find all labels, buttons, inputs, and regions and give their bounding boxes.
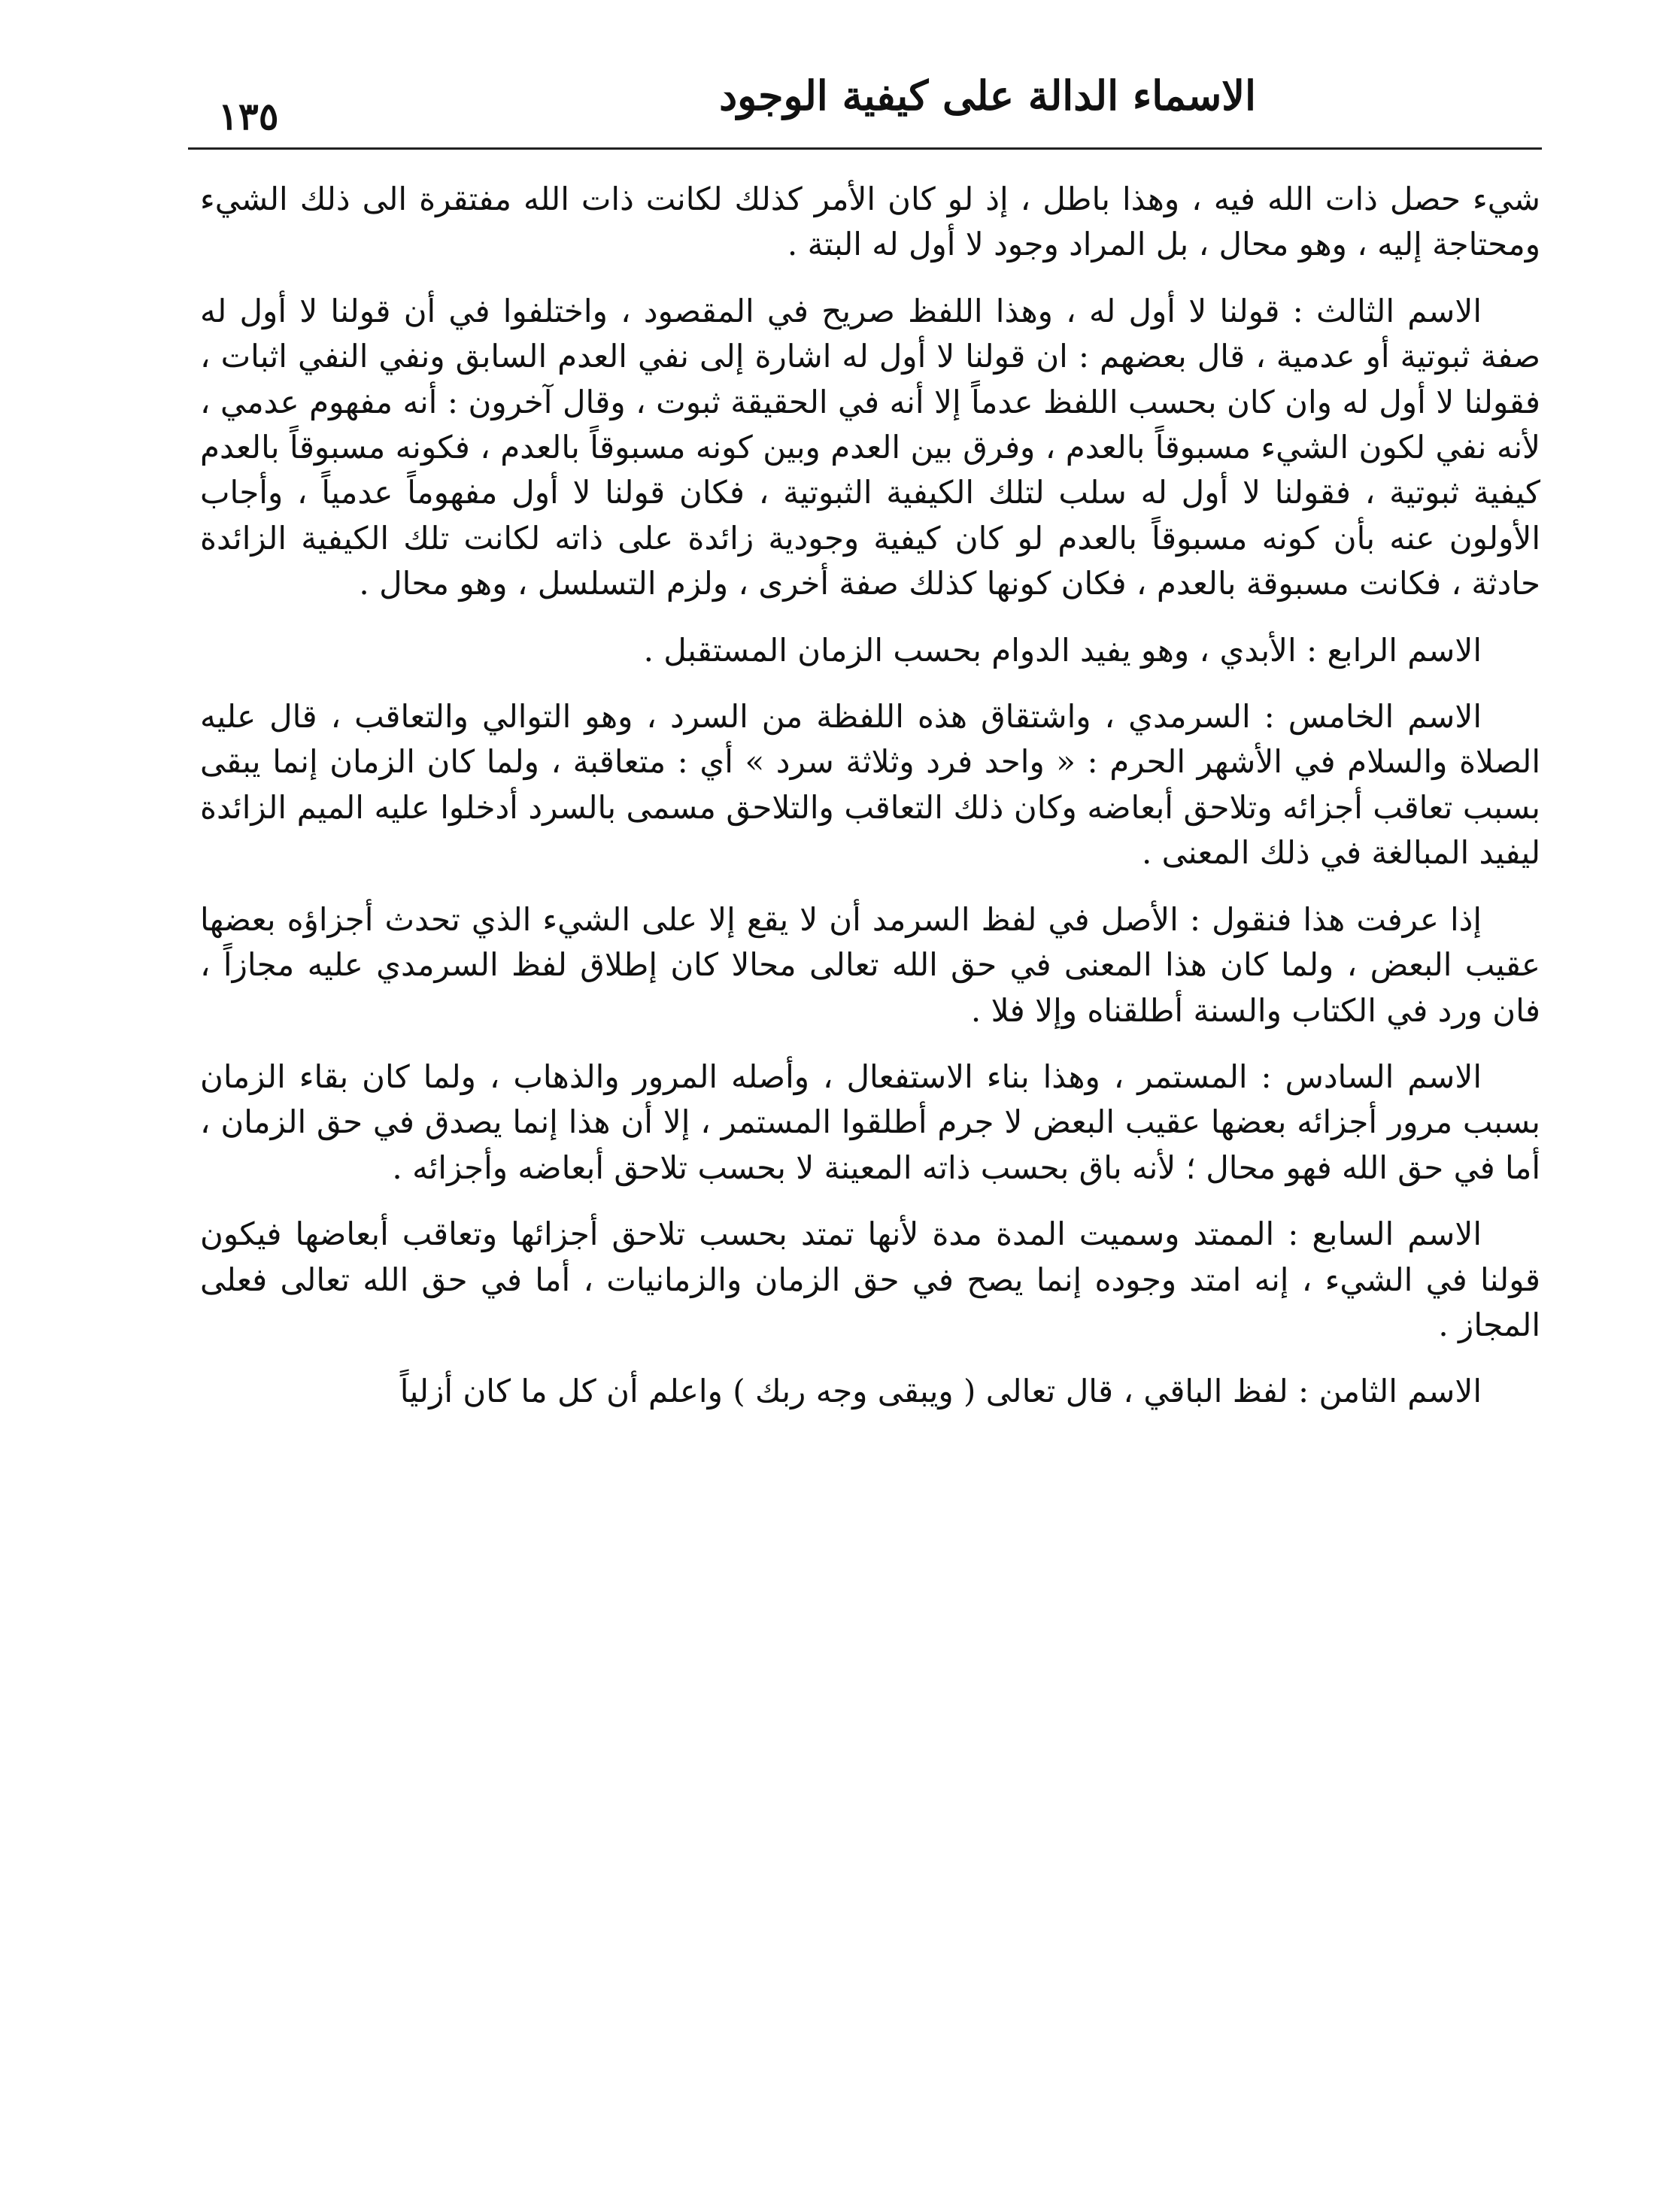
page-header bbox=[188, 71, 1534, 147]
body-text bbox=[200, 177, 1540, 1436]
paragraph-fifth-name: الاسم الخامس : السرمدي ، واشتقاق هذه اللفظة من السرد ، وهو التوالي والتعاقب ، قال عليه الصلاة والسلام في الأشهر الحرم : « واحد فرد وثلاثة سرد » أي : متعاقبة ، ولما كان الزمان إنما يبقى بسبب تعاقب أجزائه وتلاحق أبعاضه وكان ذلك التعاقب والتلاحق مسمى بالسرد أدخلوا عليه الميم الزائدة ليفيد المبالغة في ذلك المعنى . bbox=[200, 698, 1540, 872]
paragraph-third-name: الاسم الثالث : قولنا لا أول له ، وهذا اللفظ صريح في المقصود ، واختلفوا في أن قولنا لا أول له صفة ثبوتية أو عدمية ، قال بعضهم : ان قولنا لا أول له اشارة إلى نفي العدم السابق ونفي النفي اثبات ، فقولنا لا أول له وان كان بحسب اللفظ عدماً إلا أنه في الحقيقة ثبوت ، وقال آخرون : أنه مفهوم عدمي ، لأنه نفي لكون الشيء مسبوقاً بالعدم ، وفرق بين العدم وبين كونه مسبوقاً بالعدم ، فكونه مسبوقاً بالعدم كيفية ثبوتية ، فقولنا لا أول له سلب لتلك الكيفية الثبوتية ، فكان قولنا لا أول مفهوماً عدمياً ، وأجاب الأولون عنه بأن كونه مسبوقاً بالعدم لو كان كيفية وجودية زائدة على ذاته لكانت تلك الكيفية الزائدة حادثة ، فكانت مسبوقة بالعدم ، فكان كونها كذلك صفة أخرى ، ولزم التسلسل ، وهو محال . bbox=[200, 292, 1541, 602]
paragraph-fourth-name: الاسم الرابع : الأبدي ، وهو يفيد الدوام بحسب الزمان المستقبل . bbox=[643, 631, 1482, 669]
running-title: الاسماء الدالة على كيفية الوجود bbox=[719, 71, 1256, 120]
paragraph-continued: شيء حصل ذات الله فيه ، وهذا باطل ، إذ لو كان الأمر كذلك لكانت ذات الله مفتقرة الى ذلك الشيء ومحتاجة إليه ، وهو محال ، بل المراد وجود لا أول له البتة . bbox=[200, 181, 1540, 263]
header-rule bbox=[188, 147, 1542, 150]
paragraph-sixth-name: الاسم السادس : المستمر ، وهذا بناء الاستفعال ، وأصله المرور والذهاب ، ولما كان بقاء الزمان بسبب مرور أجزائه بعضها عقيب البعض لا جرم أطلقوا المستمر ، إلا أن هذا إنما يصدق في حق الزمان ، أما في حق الله فهو محال ؛ لأنه باق بحسب ذاته المعينة لا بحسب تلاحق أبعاضه وأجزائه . bbox=[200, 1057, 1540, 1186]
page-number: ١٣٥ bbox=[218, 94, 279, 138]
paragraph-sarmad-note: إذا عرفت هذا فنقول : الأصل في لفظ السرمد أن لا يقع إلا على الشيء الذي تحدث أجزاؤه بعضها عقيب البعض ، ولما كان هذا المعنى في حق الله تعالى محالا كان إطلاق لفظ السرمدي عليه مجازاً ، فان ورد في الكتاب والسنة أطلقناه وإلا فلا . bbox=[200, 900, 1540, 1029]
paragraph-eighth-name: الاسم الثامن : لفظ الباقي ، قال تعالى ( ويبقى وجه ربك ) واعلم أن كل ما كان أزلياً bbox=[399, 1373, 1482, 1410]
paragraph-seventh-name: الاسم السابع : الممتد وسميت المدة مدة لأنها تمتد بحسب تلاحق أجزائها وتعاقب أبعاضها فيكون قولنا في الشيء ، إنه امتد وجوده إنما يصح في حق الزمان والزمانيات ، أما في حق الله تعالى فعلى المجاز . bbox=[200, 1215, 1540, 1343]
